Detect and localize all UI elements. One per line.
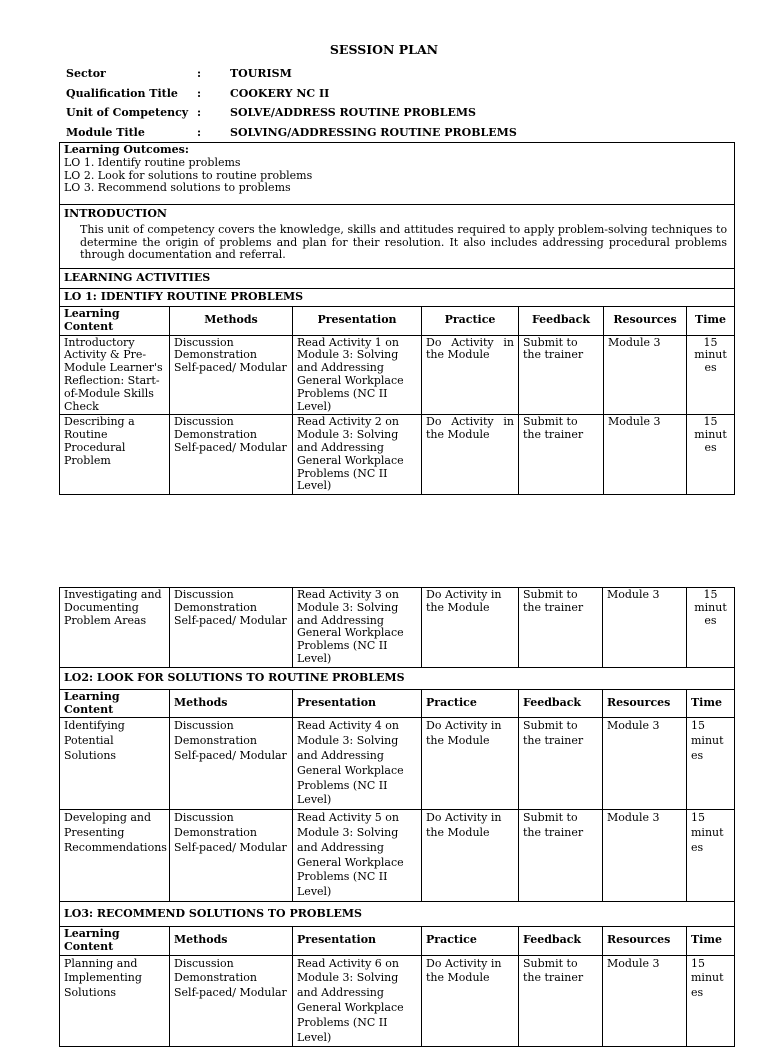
- meta-colon: :: [197, 106, 202, 120]
- learning-activities-heading: LEARNING ACTIVITIES: [60, 269, 735, 289]
- cell-presentation: Read Activity 1 on Module 3: Solving and Addressing General Workplace Problems (NC II Level): [293, 335, 422, 415]
- practice-word: in: [503, 415, 514, 429]
- meta-label: Module Title: [66, 125, 145, 139]
- cell-time: [687, 335, 735, 415]
- table-row: [60, 415, 735, 495]
- cell-presentation: Read Activity 4 on Module 3: Solving and Addressing General Workplace Problems (NC II Level): [293, 718, 422, 810]
- header-time: Time: [687, 926, 735, 955]
- time-fragment: 15: [703, 415, 718, 429]
- meta-label: Sector: [66, 67, 106, 81]
- lo3-heading: LO3: RECOMMEND SOLUTIONS TO PROBLEMS: [60, 901, 735, 926]
- practice-line: the Module: [426, 348, 490, 362]
- time-fragment: 15: [691, 811, 705, 825]
- meta-colon: :: [197, 67, 202, 81]
- header-methods: Methods: [170, 926, 293, 955]
- method-item: Discussion: [174, 335, 234, 349]
- header-time: Time: [687, 689, 735, 718]
- time-fragment: 15: [703, 335, 718, 349]
- table-row: [60, 810, 735, 902]
- header-feedback: Feedback: [519, 689, 603, 718]
- table-row: [60, 588, 735, 668]
- cell-practice: [422, 415, 519, 495]
- cell-presentation: Read Activity 3 on Module 3: Solving and Addressing General Workplace Problems (NC II Level): [293, 588, 422, 668]
- method-item: Self-paced/ Modular: [174, 986, 287, 1000]
- learning-outcome-item: LO 2. Look for solutions to routine problems: [64, 168, 313, 182]
- practice-word: Do: [426, 335, 442, 349]
- cell-methods: [170, 810, 293, 902]
- session-plan-table-page-1: [59, 142, 735, 495]
- header-learning-content: Learning Content: [60, 307, 170, 336]
- header-practice: Practice: [422, 926, 519, 955]
- meta-row-module: [66, 124, 517, 144]
- time-fragment: minut: [694, 428, 727, 442]
- cell-methods: [170, 955, 293, 1047]
- method-item: Discussion: [174, 588, 234, 601]
- cell-feedback: Submit to the trainer: [519, 588, 603, 668]
- meta-value: SOLVE/ADDRESS ROUTINE PROBLEMS: [230, 106, 476, 120]
- method-item: Self-paced/ Modular: [174, 440, 287, 454]
- header-practice: Practice: [422, 689, 519, 718]
- cell-resources: Module 3: [603, 588, 687, 668]
- header-time: Time: [687, 307, 735, 336]
- lo2-heading: LO2: LOOK FOR SOLUTIONS TO ROUTINE PROBLEMS: [60, 667, 735, 689]
- method-item: Demonstration: [174, 600, 257, 614]
- table-row: [60, 955, 735, 1047]
- time-fragment: es: [704, 440, 717, 454]
- method-item: Discussion: [174, 415, 234, 429]
- cell-feedback: Submit to the trainer: [519, 810, 603, 902]
- cell-presentation: Read Activity 2 on Module 3: Solving and Addressing General Workplace Problems (NC II Level): [293, 415, 422, 495]
- method-item: Demonstration: [174, 971, 257, 985]
- practice-line: the Module: [426, 428, 490, 442]
- cell-methods: [170, 718, 293, 810]
- introduction-cell: [60, 205, 735, 269]
- cell-presentation: Read Activity 6 on Module 3: Solving and Addressing General Workplace Problems (NC II Level): [293, 955, 422, 1047]
- header-practice: Practice: [422, 307, 519, 336]
- meta-row-qualification: [66, 85, 517, 105]
- time-fragment: 15: [703, 588, 718, 601]
- meta-row-unit: [66, 104, 517, 124]
- meta-value: TOURISM: [230, 67, 292, 81]
- learning-outcomes-cell: [60, 143, 735, 205]
- header-presentation: Presentation: [293, 689, 422, 718]
- cell-time: [687, 415, 735, 495]
- method-item: Demonstration: [174, 428, 257, 442]
- meta-colon: :: [197, 125, 202, 139]
- learning-outcome-item: LO 3. Recommend solutions to problems: [64, 181, 291, 195]
- method-item: Self-paced/ Modular: [174, 748, 287, 762]
- cell-time: [687, 810, 735, 902]
- cell-methods: [170, 415, 293, 495]
- introduction-heading: INTRODUCTION: [64, 207, 167, 220]
- method-item: Discussion: [174, 719, 234, 733]
- cell-resources: Module 3: [604, 335, 687, 415]
- session-plan-table-page-2: [59, 587, 735, 1047]
- method-item: Demonstration: [174, 825, 257, 839]
- column-header-row: [60, 307, 735, 336]
- time-fragment: 15: [691, 956, 705, 970]
- header-resources: Resources: [603, 926, 687, 955]
- time-fragment: es: [691, 840, 704, 854]
- cell-practice: Do Activity in the Module: [422, 718, 519, 810]
- cell-practice: [422, 335, 519, 415]
- header-methods: Methods: [170, 307, 293, 336]
- header-feedback: Feedback: [519, 926, 603, 955]
- header-presentation: Presentation: [293, 307, 422, 336]
- time-fragment: es: [704, 361, 717, 375]
- time-fragment: minut: [691, 734, 724, 748]
- meta-colon: :: [197, 86, 202, 100]
- cell-time: [687, 588, 735, 668]
- method-item: Self-paced/ Modular: [174, 840, 287, 854]
- cell-resources: Module 3: [603, 718, 687, 810]
- practice-word: Activity: [451, 335, 494, 349]
- learning-outcomes-heading: Learning Outcomes:: [64, 143, 189, 156]
- method-item: Self-paced/ Modular: [174, 613, 287, 627]
- meta-row-sector: [66, 65, 517, 85]
- table-row: [60, 718, 735, 810]
- header-resources: Resources: [604, 307, 687, 336]
- cell-presentation: Read Activity 5 on Module 3: Solving and Addressing General Workplace Problems (NC II Level): [293, 810, 422, 902]
- lo1-heading: LO 1: IDENTIFY ROUTINE PROBLEMS: [60, 289, 735, 307]
- meta-value: SOLVING/ADDRESSING ROUTINE PROBLEMS: [230, 125, 517, 139]
- table-row: [60, 335, 735, 415]
- cell-methods: [170, 588, 293, 668]
- cell-practice: Do Activity in the Module: [422, 588, 519, 668]
- cell-resources: Module 3: [603, 810, 687, 902]
- column-header-row: [60, 926, 735, 955]
- introduction-body: This unit of competency covers the knowledge, skills and attitudes required to apply problem-solving techniques to determine the origin of problems and plan for their resolution. It also includes addressing procedural problems through documentation and referral.: [80, 222, 728, 262]
- cell-learning-content: Developing and Presenting Recommendations: [60, 810, 170, 902]
- cell-learning-content: Investigating and Documenting Problem Areas: [60, 588, 170, 668]
- method-item: Discussion: [174, 811, 234, 825]
- cell-resources: Module 3: [604, 415, 687, 495]
- cell-time: [687, 955, 735, 1047]
- column-header-row: [60, 689, 735, 718]
- header-presentation: Presentation: [293, 926, 422, 955]
- cell-practice: Do Activity in the Module: [422, 810, 519, 902]
- cell-feedback: Submit to the trainer: [519, 335, 604, 415]
- cell-learning-content: Identifying Potential Solutions: [60, 718, 170, 810]
- time-fragment: minut: [691, 971, 724, 985]
- cell-feedback: Submit to the trainer: [519, 955, 603, 1047]
- cell-feedback: Submit to the trainer: [519, 415, 604, 495]
- time-fragment: minut: [691, 825, 724, 839]
- practice-word: Do: [426, 415, 442, 429]
- meta-value: COOKERY NC II: [230, 86, 330, 100]
- time-fragment: minut: [694, 600, 727, 614]
- time-fragment: es: [691, 748, 704, 762]
- cell-resources: Module 3: [603, 955, 687, 1047]
- learning-outcome-item: LO 1. Identify routine problems: [64, 155, 241, 169]
- cell-practice: Do Activity in the Module: [422, 955, 519, 1047]
- method-item: Demonstration: [174, 348, 257, 362]
- header-learning-content: Learning Content: [60, 926, 170, 955]
- method-item: Discussion: [174, 956, 234, 970]
- practice-word: in: [503, 335, 514, 349]
- time-fragment: es: [704, 613, 717, 627]
- cell-methods: [170, 335, 293, 415]
- time-fragment: minut: [694, 348, 727, 362]
- cell-feedback: Submit to the trainer: [519, 718, 603, 810]
- method-item: Demonstration: [174, 734, 257, 748]
- header-resources: Resources: [603, 689, 687, 718]
- cell-learning-content: Planning and Implementing Solutions: [60, 955, 170, 1047]
- method-item: Self-paced/ Modular: [174, 361, 287, 375]
- cell-time: [687, 718, 735, 810]
- header-learning-content: Learning Content: [60, 689, 170, 718]
- practice-word: Activity: [451, 415, 494, 429]
- header-feedback: Feedback: [519, 307, 604, 336]
- cell-learning-content: Introductory Activity & Pre-Module Learner's Reflection: Start-of-Module Skills Check: [60, 335, 170, 415]
- time-fragment: es: [691, 986, 704, 1000]
- meta-label: Qualification Title: [66, 86, 178, 100]
- meta-label: Unit of Competency: [66, 106, 189, 120]
- header-methods: Methods: [170, 689, 293, 718]
- plan-metadata: [66, 65, 517, 143]
- time-fragment: 15: [691, 719, 705, 733]
- cell-learning-content: Describing a Routine Procedural Problem: [60, 415, 170, 495]
- document-title: SESSION PLAN: [329, 42, 439, 57]
